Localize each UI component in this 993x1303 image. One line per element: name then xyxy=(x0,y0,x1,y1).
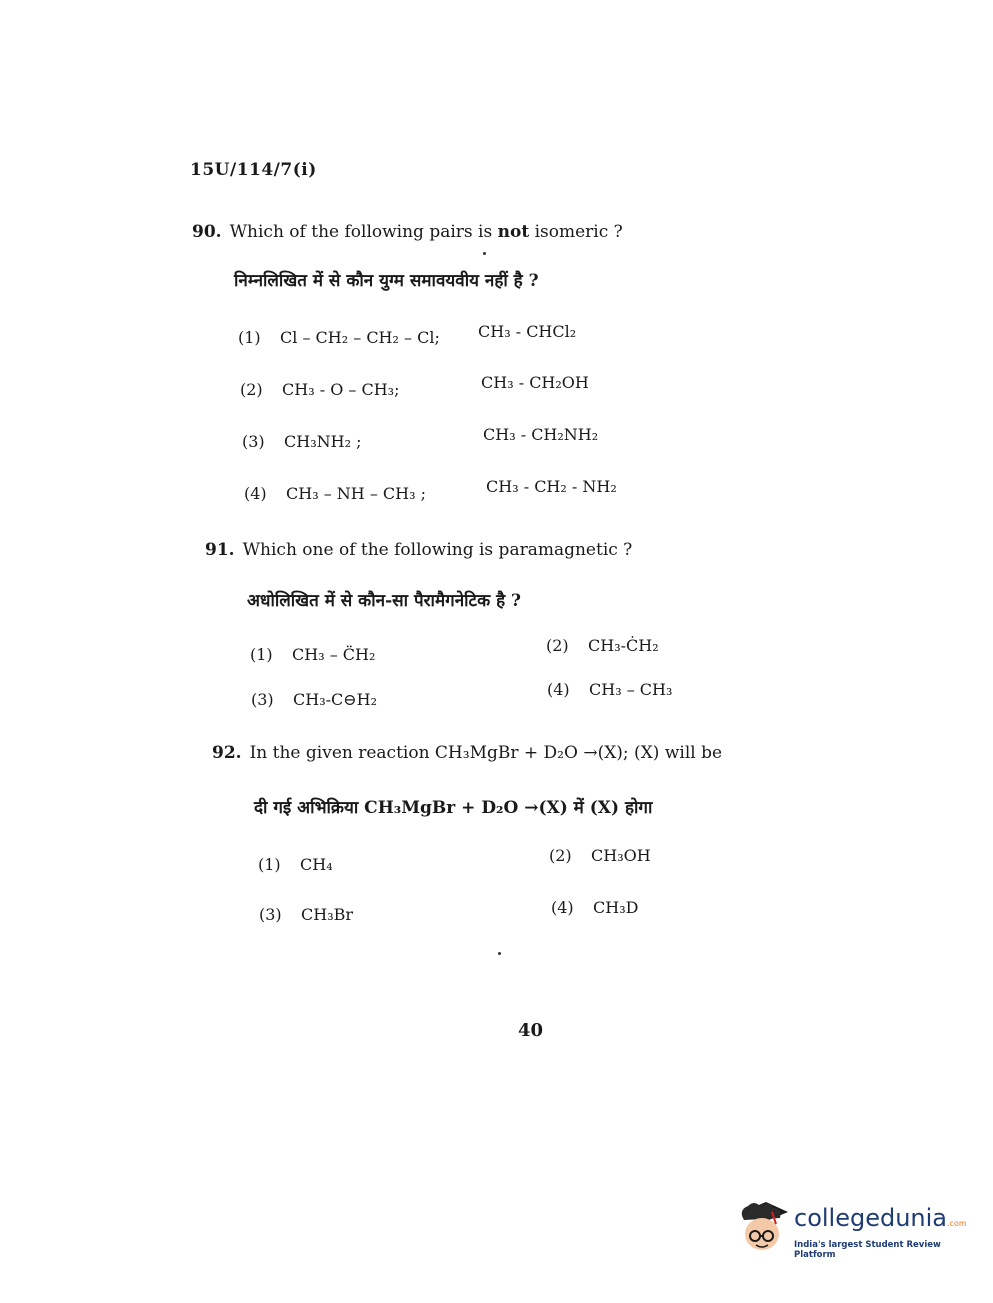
option-text: CH₃ – CH₃ xyxy=(589,680,673,699)
option-text: CH₃Br xyxy=(301,905,354,924)
q92-option-1 xyxy=(258,855,333,874)
option-text: CH₄ xyxy=(300,855,333,874)
question-90-text xyxy=(192,222,623,242)
q91-option-4 xyxy=(547,680,672,699)
question-92-text xyxy=(212,743,722,763)
question-91-hindi: अधोलिखित में से कौन-सा पैरामैगनेटिक है ? xyxy=(247,591,521,611)
option-text: CH₃-ĊH₂ xyxy=(588,636,659,655)
brand-name-text: collegedunia xyxy=(794,1204,948,1232)
option-text-a: CH₃ – NH – CH₃ ; xyxy=(286,484,426,503)
option-number: (4) xyxy=(551,898,574,917)
question-number: 92. xyxy=(212,743,242,763)
option-number: (3) xyxy=(259,905,282,924)
option-number: (2) xyxy=(240,380,263,399)
q90-option-2-b: CH₃ - CH₂OH xyxy=(481,373,589,392)
q90-option-3 xyxy=(242,432,361,451)
brand-suffix: .com xyxy=(947,1219,967,1228)
q90-option-2 xyxy=(240,380,399,399)
option-number: (4) xyxy=(547,680,570,699)
question-text-emphasis: not xyxy=(497,222,530,242)
page-number: 40 xyxy=(518,1020,544,1041)
q90-option-3-b: CH₃ - CH₂NH₂ xyxy=(483,425,599,444)
option-number: (3) xyxy=(242,432,265,451)
paper-code: 15U/114/7(i) xyxy=(190,160,317,180)
option-number: (1) xyxy=(258,855,281,874)
option-text-a: CH₃NH₂ ; xyxy=(284,432,362,451)
brand-tagline: India's largest Student Review Platform xyxy=(794,1240,941,1260)
option-number: (2) xyxy=(549,846,572,865)
option-number: (4) xyxy=(244,484,267,503)
collegedunia-logo xyxy=(736,1198,966,1260)
brand-name xyxy=(794,1204,967,1232)
question-number: 91. xyxy=(205,540,235,560)
question-text-part: isomeric ? xyxy=(529,222,623,242)
q90-option-4 xyxy=(244,484,426,503)
option-text-a: CH₃ - O – CH₃; xyxy=(282,380,400,399)
option-text: CH₃ – C̈H₂ xyxy=(292,645,376,664)
question-text: In the given reaction CH₃MgBr + D₂O →(X); (X) will be xyxy=(249,743,723,763)
scan-speck xyxy=(498,952,501,955)
mascot-icon xyxy=(736,1198,792,1258)
question-number: 90. xyxy=(192,222,222,242)
q91-option-1 xyxy=(250,645,375,664)
q91-option-2 xyxy=(546,636,659,655)
q90-option-4-b: CH₃ - CH₂ - NH₂ xyxy=(486,477,617,496)
option-text: CH₃-C⊖H₂ xyxy=(293,690,378,709)
q90-option-1-b: CH₃ - CHCl₂ xyxy=(478,322,577,341)
option-number: (2) xyxy=(546,636,569,655)
option-text-a: Cl – CH₂ – CH₂ – Cl; xyxy=(280,328,440,347)
q91-option-3 xyxy=(251,690,377,709)
question-text: Which one of the following is paramagnetic ? xyxy=(242,540,633,560)
option-text: CH₃D xyxy=(593,898,639,917)
option-number: (3) xyxy=(251,690,274,709)
question-91-text xyxy=(205,540,632,560)
question-90-hindi: निम्नलिखित में से कौन युग्म समावयवीय नहीं है ? xyxy=(234,271,539,291)
q92-option-3 xyxy=(259,905,353,924)
question-text-part: Which of the following pairs is xyxy=(229,222,498,242)
q92-option-2 xyxy=(549,846,651,865)
option-number: (1) xyxy=(250,645,273,664)
scan-speck xyxy=(483,252,486,255)
option-text: CH₃OH xyxy=(591,846,651,865)
q92-option-4 xyxy=(551,898,638,917)
question-92-hindi: दी गई अभिक्रिया CH₃MgBr + D₂O →(X) में (X) होगा xyxy=(254,798,653,818)
q90-option-1 xyxy=(238,328,440,347)
option-number: (1) xyxy=(238,328,261,347)
